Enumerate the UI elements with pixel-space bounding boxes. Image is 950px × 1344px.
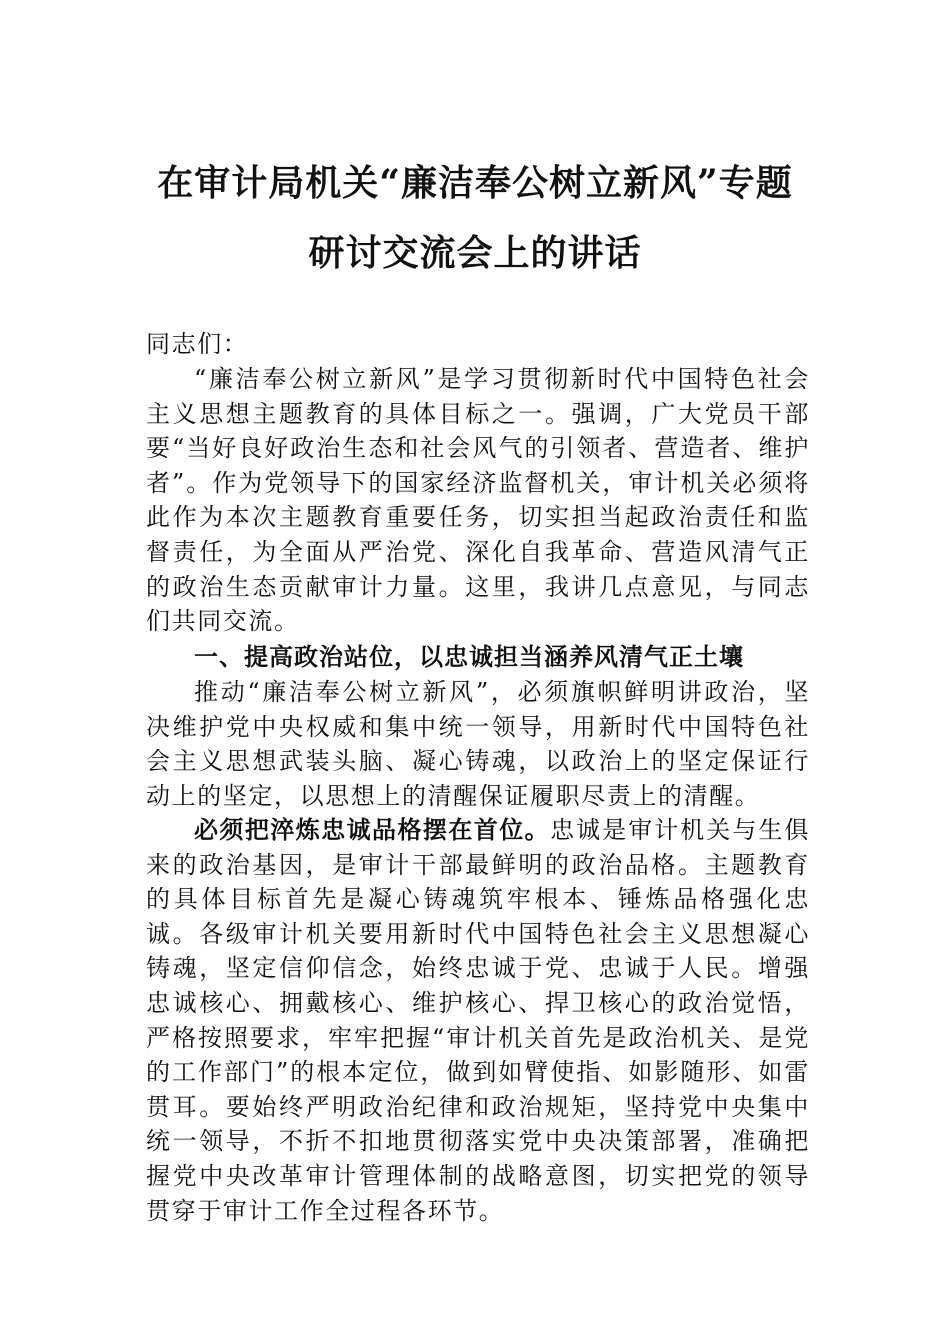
paragraph-body: 忠诚是审计机关与生俱来的政治基因，是审计干部最鲜明的政治品格。主题教育的具体目标首先是凝心铸魂筑牢根本、锤炼品格强化忠诚。各级审计机关要用新时代中国特色社会主义思想凝心铸魂，坚定信仰信念，始终忠诚于党、忠诚于人民。增强忠诚核心、拥戴核心、维护核心、捍卫核心的政治觉悟，严格按照要求，牢牢把握“审计机关首先是政治机关、是党的工作部门”的根本定位，做到如臂使指、如影随形、如雷贯耳。要始终严明政治纪律和政治规矩，坚持党中央集中统一领导，不折不扣地贯彻落实党中央决策部署，准确把握党中央改革审计管理体制的战略意图，切实把党的领导贯穿于审计工作全过程各环节。 xyxy=(146,816,811,1225)
paragraph-intro: “廉洁奉公树立新风”是学习贯彻新时代中国特色社会主义思想主题教育的具体目标之一。强调，广大党员干部要“当好良好政治生态和社会风气的引领者、营造者、维护者”。作为党领导下的国家经济监督机关，审计机关必须将此作为本次主题教育重要任务，切实担当起政治责任和监督责任，为全面从严治党、深化自我革命、营造风清气正的政治生态贡献审计力量。这里，我讲几点意见，与同志们共同交流。 xyxy=(146,365,810,636)
document-title-line2: 研讨交流会上的讲话 xyxy=(308,232,642,274)
salutation: 同志们： xyxy=(146,330,249,358)
section-heading-1: 一、提高政治站位，以忠诚担当涵养风清气正土壤 xyxy=(194,643,744,671)
paragraph-section1-intro: 推动“廉洁奉公树立新风”，必须旗帜鲜明讲政治，坚决维护党中央权威和集中统一领导，用新时代中国特色社会主义思想武装头脑、凝心铸魂，以政治上的坚定保证行动上的坚定，以思想上的清醒保证履职尽责上的清醒。 xyxy=(146,678,810,810)
paragraph-lead-bold: 必须把淬炼忠诚品格摆在首位。 xyxy=(194,816,551,844)
document-title-line1: 在审计局机关“廉洁奉公树立新风”专题 xyxy=(157,162,793,204)
paragraph-loyalty xyxy=(146,813,810,1228)
